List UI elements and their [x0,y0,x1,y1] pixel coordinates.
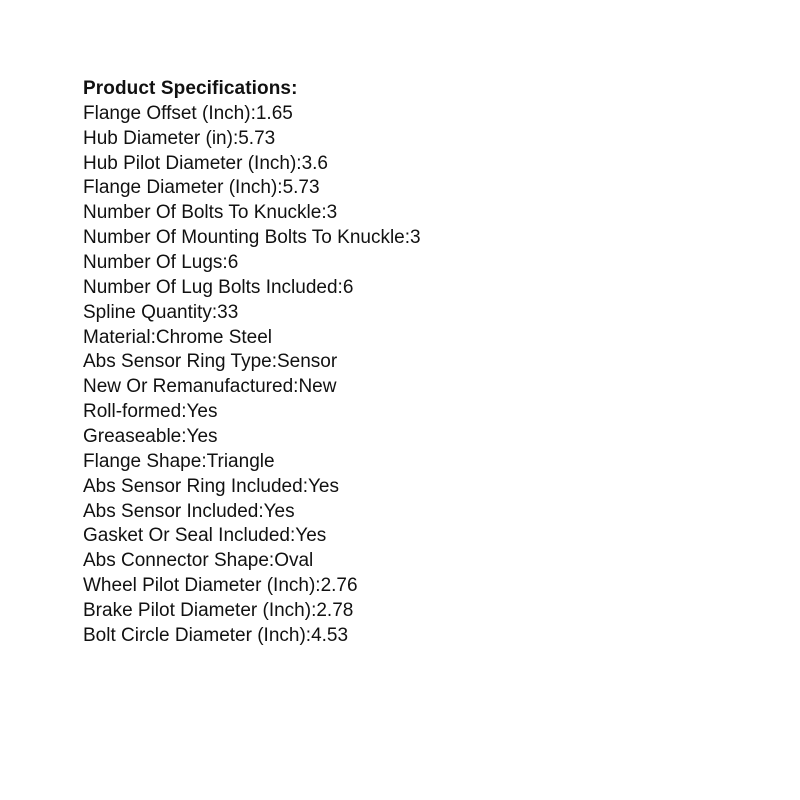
spec-label: Abs Sensor Included [83,500,259,522]
spec-label: Bolt Circle Diameter (Inch) [83,624,306,646]
spec-label: Material [83,326,151,348]
spec-separator: : [311,600,317,622]
spec-value: Yes [186,401,218,423]
spec-row [83,599,421,624]
spec-row [83,152,421,177]
spec-label: Number Of Bolts To Knuckle [83,202,322,224]
spec-separator: : [305,624,312,646]
spec-label: Number Of Lug Bolts Included [83,276,338,298]
spec-row [83,425,421,450]
spec-row [83,276,421,301]
spec-label: Abs Connector Shape [83,550,269,572]
spec-separator: : [271,351,277,373]
spec-separator: : [315,575,321,597]
spec-value: 2.76 [320,575,358,597]
spec-separator: : [268,550,275,572]
spec-label: New Or Remanufactured [83,376,294,398]
spec-row [83,400,421,425]
spec-row [83,549,421,574]
spec-row [83,524,421,549]
spec-row [83,624,421,649]
spec-separator: : [150,326,156,348]
spec-separator: : [250,102,256,124]
spec-separator: : [404,227,411,249]
spec-separator: : [296,152,302,174]
spec-value: Sensor [276,351,338,373]
spec-row [83,475,421,500]
spec-row [83,326,421,351]
spec-separator: : [201,450,207,472]
spec-value: Triangle [206,450,275,472]
product-specifications-title: Product Specifications: [83,78,298,99]
spec-value: 4.53 [311,624,349,646]
spec-value: Oval [274,550,314,572]
spec-label: Hub Pilot Diameter (Inch) [83,152,297,174]
spec-list [83,102,421,649]
spec-row [83,500,421,525]
spec-row [83,450,421,475]
spec-value: Yes [186,426,218,448]
spec-value: 2.78 [316,600,354,622]
spec-row [83,574,421,599]
spec-value: 6 [342,276,354,298]
spec-row [83,226,421,251]
spec-content-block [83,77,421,649]
spec-label: Flange Shape [83,450,202,472]
spec-label: Abs Sensor Ring Type [83,351,272,373]
spec-separator: : [258,500,264,522]
spec-separator: : [181,426,187,448]
spec-separator: : [222,252,228,274]
spec-label: Brake Pilot Diameter (Inch) [83,600,312,622]
spec-label: Gasket Or Seal Included [83,525,290,547]
spec-value: New [298,376,337,398]
spec-row [83,301,421,326]
spec-value: 3.6 [301,152,328,174]
spec-separator: : [277,177,283,199]
spec-separator: : [181,401,187,423]
spec-separator: : [232,127,239,149]
spec-label: Flange Offset (Inch) [83,102,251,124]
spec-value: 5.73 [282,177,320,199]
spec-value: Yes [295,525,327,547]
spec-row [83,176,421,201]
spec-separator: : [211,301,218,323]
spec-value: Chrome Steel [155,326,273,348]
spec-label: Abs Sensor Ring Included [83,475,303,497]
spec-value: Yes [307,475,339,497]
spec-row [83,375,421,400]
spec-separator: : [321,202,327,224]
spec-value: 3 [410,227,421,249]
spec-label: Number Of Lugs [83,252,223,274]
spec-label: Hub Diameter (in) [83,127,233,149]
spec-value: 6 [227,252,239,274]
spec-separator: : [290,525,296,547]
spec-row [83,102,421,127]
spec-label: Flange Diameter (Inch) [83,177,278,199]
spec-row [83,251,421,276]
spec-label: Greaseable [83,426,182,448]
spec-value: 3 [326,202,338,224]
spec-label: Roll-formed [83,401,182,423]
spec-value: 5.73 [238,127,276,149]
spec-value: 1.65 [255,102,293,124]
spec-separator: : [337,276,343,298]
spec-label: Spline Quantity [83,301,212,323]
spec-value: 33 [217,301,239,323]
spec-value: Yes [263,500,295,522]
spec-row [83,201,421,226]
spec-separator: : [293,376,299,398]
spec-label: Number Of Mounting Bolts To Knuckle [83,227,405,249]
spec-row [83,350,421,375]
spec-row [83,127,421,152]
spec-separator: : [302,475,308,497]
spec-label: Wheel Pilot Diameter (Inch) [83,575,316,597]
